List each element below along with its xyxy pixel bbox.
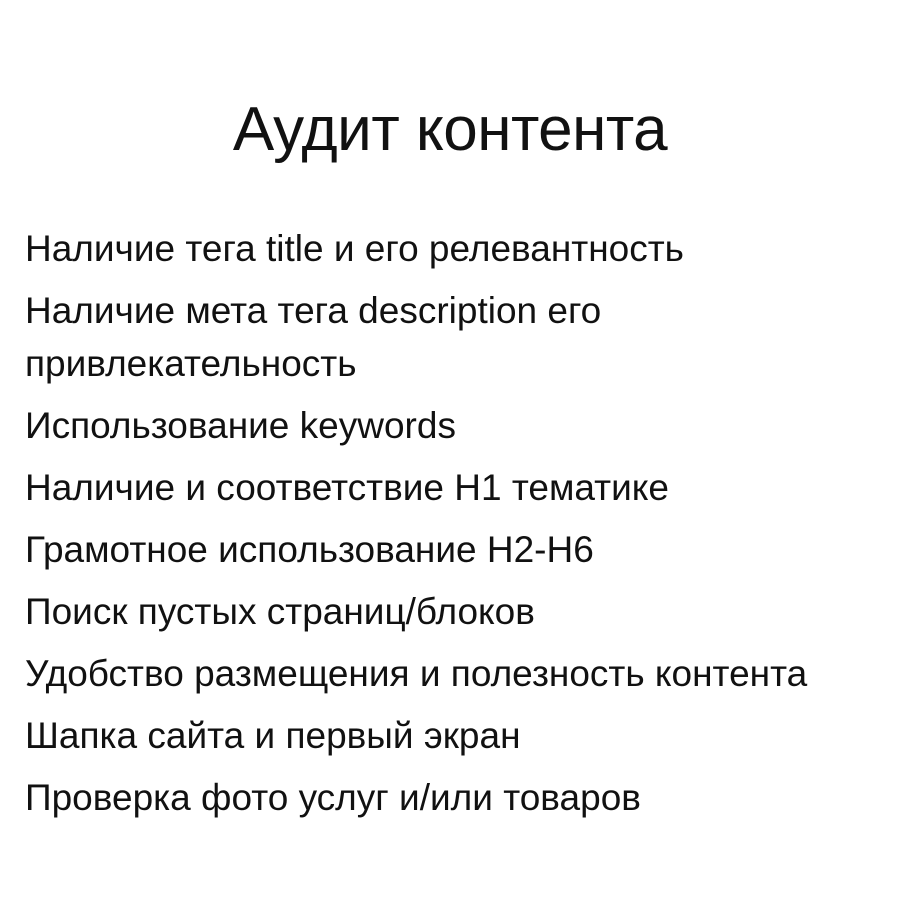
list-item-line: Наличие и соответствие H1 тематике [25, 467, 669, 508]
page-title: Аудит контента [232, 95, 668, 164]
list-item [25, 585, 900, 638]
list-item-line: Грамотное использование H2-H6 [25, 529, 594, 570]
list-item-line: Шапка сайта и первый экран [25, 715, 521, 756]
list-item-line: Поиск пустых страниц/блоков [25, 591, 535, 632]
list-item-line: Наличие тега title и его релевантность [25, 228, 684, 269]
list-item [25, 647, 900, 700]
list-item [25, 399, 900, 452]
list-item-line: Использование keywords [25, 405, 456, 446]
list-item [25, 284, 900, 390]
list-item [25, 771, 900, 824]
list-item-line: Наличие мета тега description его [25, 290, 602, 331]
list-item-line: Удобство размещения и полезность контента [25, 653, 808, 694]
list-item [25, 709, 900, 762]
list-item-line: привлекательность [25, 343, 357, 384]
audit-checklist [0, 222, 900, 824]
list-item-line: Проверка фото услуг и/или товаров [25, 777, 641, 818]
list-item [25, 523, 900, 576]
list-item [25, 222, 900, 275]
list-item [25, 461, 900, 514]
